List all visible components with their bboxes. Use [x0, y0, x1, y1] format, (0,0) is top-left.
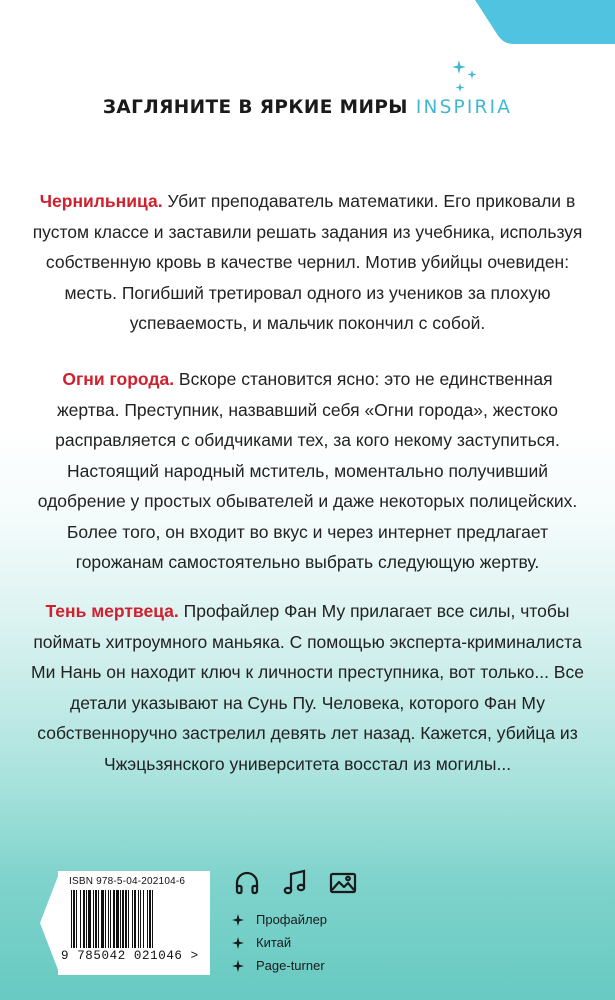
barcode-bar — [125, 890, 127, 948]
barcode-bar — [122, 890, 124, 948]
isbn-label: ISBN 978-5-04-202104-6 — [69, 876, 186, 887]
paragraph-lead: Тень мертвеца. — [45, 601, 179, 621]
synopsis-paragraph — [30, 186, 585, 339]
barcode-bar — [108, 890, 109, 948]
brand-name: INSPIRIA — [415, 97, 513, 118]
star-icon — [232, 960, 244, 972]
barcode-bar — [147, 890, 148, 948]
genre-tags — [232, 908, 327, 977]
barcode-bar — [71, 890, 72, 948]
paragraph-text: Вскоре становится ясно: это не единственная жертва. Преступник, назвавший себя «Огни города», жестоко расправляется с обидчиками тех, за кого некому заступиться. Настоящий народный мститель, моментально получивший одобрение у простых обывателей и даже некоторых полицейских. Более того, он входит во вкус и через интернет предлагает горожанам самостоятельно выбрать следующую жертву. — [37, 369, 578, 572]
barcode-bar — [73, 890, 75, 948]
barcode-bar — [83, 890, 85, 948]
tag-item — [232, 908, 327, 931]
series-header — [0, 97, 615, 118]
isbn-barcode-panel — [58, 871, 210, 975]
image-icon — [328, 868, 358, 898]
barcode-bar — [120, 890, 121, 948]
sparkle-icon — [450, 58, 480, 94]
isbn-notch — [40, 871, 60, 975]
barcode-bar — [95, 890, 97, 948]
barcode — [71, 890, 191, 948]
barcode-bar — [140, 890, 141, 948]
tag-label: Китай — [256, 935, 292, 950]
barcode-bar — [80, 890, 81, 948]
barcode-digits: 9 785042 021046 > — [61, 949, 199, 963]
headphones-icon — [232, 868, 262, 898]
series-header-prefix: ЗАГЛЯНИТЕ В ЯРКИЕ МИРЫ — [102, 97, 408, 118]
barcode-bar — [93, 890, 94, 948]
barcode-bar — [98, 890, 99, 948]
barcode-bar — [149, 890, 151, 948]
barcode-bar — [105, 890, 106, 948]
tag-item — [232, 954, 327, 977]
barcode-bar — [113, 890, 115, 948]
music-note-icon — [280, 868, 310, 898]
barcode-bar — [132, 890, 133, 948]
synopsis-paragraph — [30, 364, 585, 578]
paragraph-lead: Чернильница. — [39, 191, 163, 211]
synopsis-paragraph — [30, 596, 585, 779]
barcode-bar — [88, 890, 91, 948]
barcode-bar — [128, 890, 129, 948]
paragraph-lead: Огни города. — [62, 369, 175, 389]
barcode-bar — [86, 890, 87, 948]
barcode-bar — [138, 890, 139, 948]
paragraph-text: Профайлер Фан Му прилагает все силы, чтобы поймать хитроумного маньяка. С помощью эксперта-криминалиста Ми Нань он находит ключ к личности преступника, вот только... Все детали указывают на Сунь Пу. Человека, которого Фан Му собственноручно застрелил девять лет назад. Кажется, убийца из Чжэцьзянского университета восстал из могилы... — [31, 601, 584, 774]
paragraph-text: Убит преподаватель математики. Его приковали в пустом классе и заставили решать задания из учебника, используя собственную кровь в качестве чернил. Мотив убийцы очевиден: месть. Погибший третировал одного из учеников за плохую успеваемость, и мальчик покончил с собой. — [32, 191, 583, 333]
star-icon — [232, 937, 244, 949]
tag-item — [232, 931, 327, 954]
barcode-bar — [101, 890, 104, 948]
barcode-bar — [110, 890, 111, 948]
tag-label: Page-turner — [256, 958, 325, 973]
barcode-bar — [143, 890, 144, 948]
barcode-bar — [152, 890, 153, 948]
barcode-bar — [134, 890, 136, 948]
barcode-bar — [116, 890, 119, 948]
barcode-bar — [76, 890, 77, 948]
corner-tab-shape — [475, 0, 615, 44]
tag-label: Профайлер — [256, 912, 328, 927]
star-icon — [232, 914, 244, 926]
format-icons — [232, 868, 358, 900]
